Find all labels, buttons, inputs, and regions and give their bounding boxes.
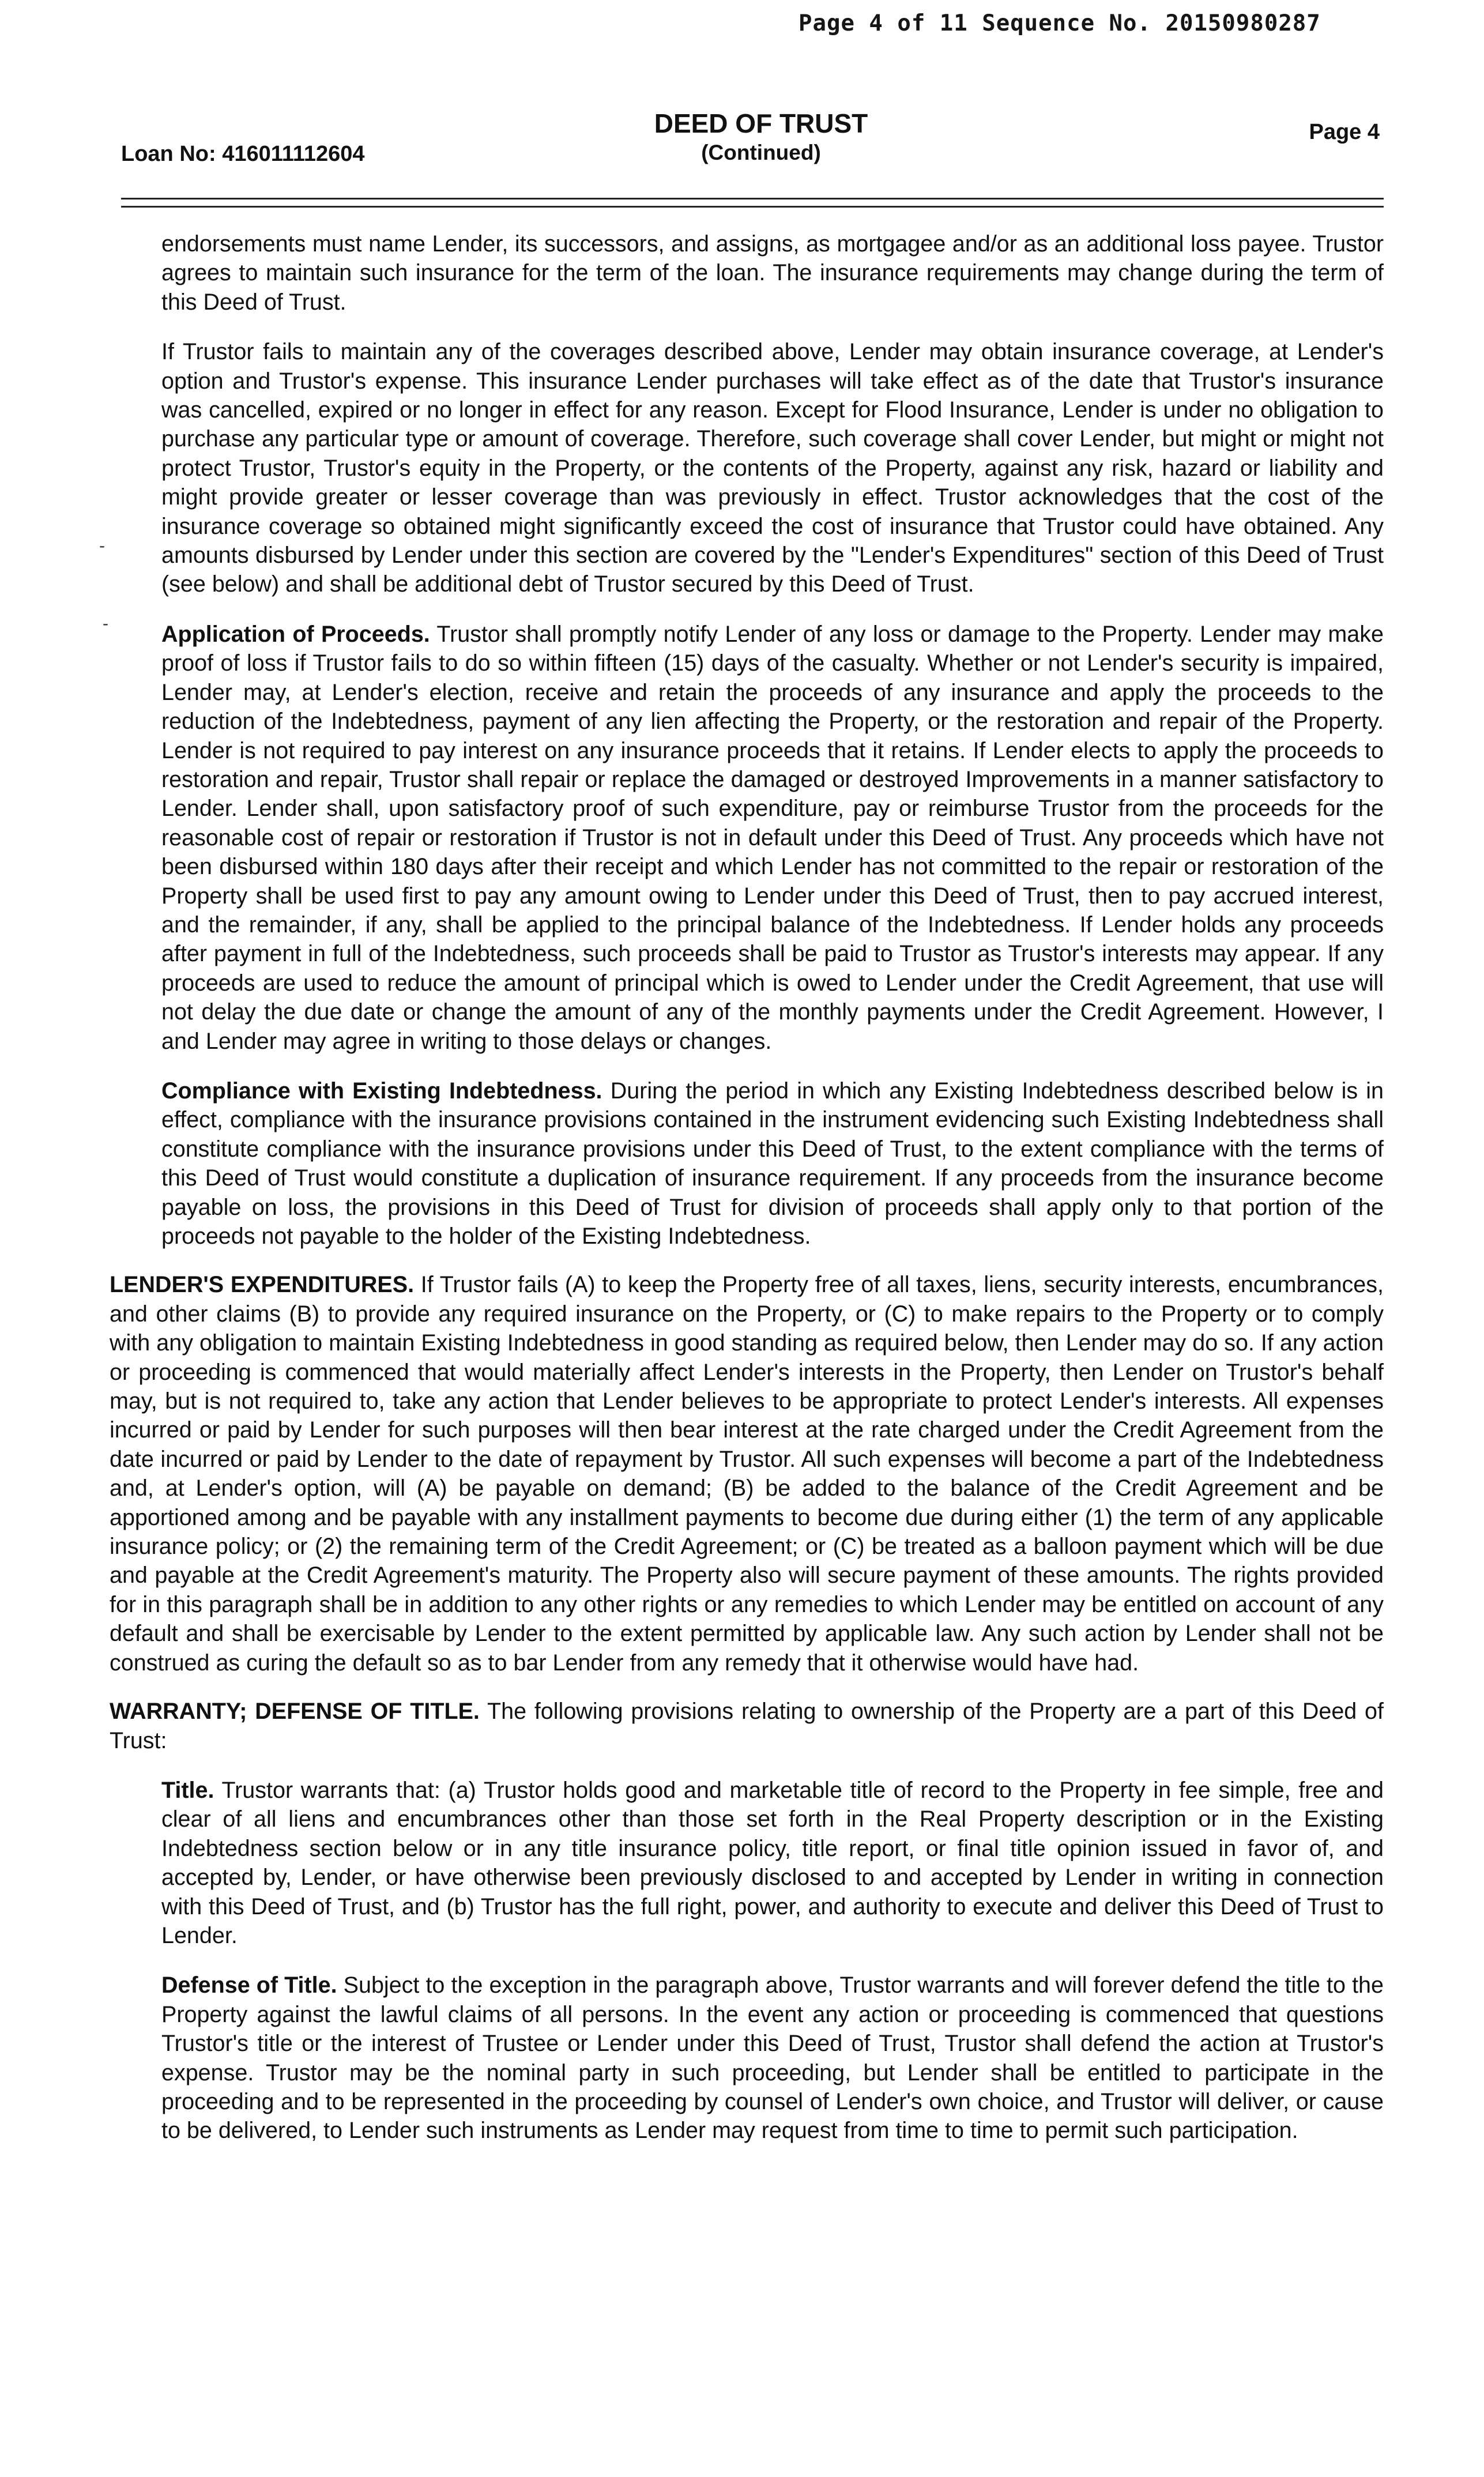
recording-stamp: Page 4 of 11 Sequence No. 20150980287 xyxy=(799,10,1321,36)
paragraph-compliance-existing-indebtedness xyxy=(110,1076,1384,1251)
paragraph-defense-of-title xyxy=(110,1971,1384,2145)
page-number: Page 4 xyxy=(1309,120,1380,144)
paragraph-text: Trustor warrants that: (a) Trustor holds good and marketable title of record to the Property in fee simple, free and clear of all liens and encumbrances other than those set forth in the Real Property description or in the Existing Indebtedness section below or in any title insurance policy, title report, or final title opinion issued in favor of, and accepted by, Lender, or have otherwise been previously disclosed to and accepted by Lender in writing in connection with this Deed of Trust, and (b) Trustor has the full right, power, and authority to execute and deliver this Deed of Trust to Lender. xyxy=(161,1777,1384,1948)
document-title: DEED OF TRUST xyxy=(654,108,868,138)
header-divider xyxy=(121,198,1384,199)
margin-mark: - xyxy=(99,536,105,555)
paragraph-lenders-expenditures xyxy=(110,1270,1384,1677)
section-heading: Compliance with Existing Indebtedness. xyxy=(161,1078,602,1104)
paragraph-text: During the period in which any Existing Indebtedness described below is in effect, compliance with the insurance provisions contained in the instrument evidencing such Existing Indebtedness shall constitute compliance with the insurance provisions under this Deed of Trust, to the extent compliance with the terms of this Deed of Trust would constitute a duplication of insurance requirement. If any proceeds from the insurance become payable on loss, the provisions in this Deed of Trust for division of proceeds shall apply only to that portion of the proceeds not payable to the holder of the Existing Indebtedness. xyxy=(161,1078,1384,1249)
margin-mark: - xyxy=(103,614,108,633)
paragraph-application-of-proceeds xyxy=(110,620,1384,1056)
paragraph-text: Trustor shall promptly notify Lender of any loss or damage to the Property. Lender may make proof of loss if Trustor fails to do so within fifteen (15) days of the casualty. Whether or not Lender's security is impaired, Lender may, at Lender's election, receive and retain the proceeds of any insurance and apply the proceeds to the reduction of the Indebtedness, payment of any lien affecting the Property, or the restoration and repair of the Property. Lender is not required to pay interest on any insurance proceeds that it retains. If Lender elects to apply the proceeds to restoration and repair, Trustor shall repair or replace the damaged or destroyed Improvements in a manner satisfactory to Lender. Lender shall, upon satisfactory proof of such expenditure, pay or reimburse Trustor from the proceeds for the reasonable cost of repair or restoration if Trustor is not in default under this Deed of Trust. Any proceeds which have not been disbursed within 180 days after their receipt and which Lender has not committed to the repair or restoration of the Property shall be used first to pay any amount owing to Lender under this Deed of Trust, then to pay accrued interest, and the remainder, if any, shall be applied to the principal balance of the Indebtedness. If Lender holds any proceeds after payment in full of the Indebtedness, such proceeds shall be paid to Trustor as Trustor's interests may appear. If any proceeds are used to reduce the amount of principal which is owed to Lender under the Credit Agreement, that use will not delay the due date or change the amount of any of the monthly payments under the Credit Agreement. However, I and Lender may agree in writing to those delays or changes. xyxy=(161,621,1384,1054)
paragraph-insurance-coverage: If Trustor fails to maintain any of the coverages described above, Lender may obtain insurance coverage, at Lender's option and Trustor's expense. This insurance Lender purchases will take effect as of the date that Trustor's insurance was cancelled, expired or no longer in effect for any reason. Except for Flood Insurance, Lender is under no obligation to purchase any particular type or amount of coverage. Therefore, such coverage shall cover Lender, but might or might not protect Trustor, Trustor's equity in the Property, or the contents of the Property, against any risk, hazard or liability and might provide greater or lesser coverage than was previously in effect. Trustor acknowledges that the cost of the insurance coverage so obtained might significantly exceed the cost of insurance that Trustor could have obtained. Any amounts disbursed by Lender under this section are covered by the "Lender's Expenditures" section of this Deed of Trust (see below) and shall be additional debt of Trustor secured by this Deed of Trust. xyxy=(161,339,1384,597)
paragraph-warranty-defense-of-title xyxy=(110,1697,1384,1755)
document-title-block xyxy=(623,108,899,167)
header-divider xyxy=(121,206,1384,208)
section-heading: WARRANTY; DEFENSE OF TITLE. xyxy=(110,1699,480,1725)
document-subtitle: (Continued) xyxy=(701,140,821,164)
loan-number: Loan No: 416011112604 xyxy=(121,142,365,166)
section-heading: Defense of Title. xyxy=(161,1972,337,1998)
section-heading: Title. xyxy=(161,1777,214,1803)
paragraph-text: Subject to the exception in the paragraph above, Trustor warrants and will forever defend the title to the Property against the lawful claims of all persons. In the event any action or proceeding is commenced that questions Trustor's title or the interest of Trustee or Lender under this Deed of Trust, Trustor shall defend the action at Trustor's expense. Trustor may be the nominal party in such proceeding, but Lender shall be entitled to participate in the proceeding and to be represented in the proceeding by counsel of Lender's own choice, and Trustor will deliver, or cause to be delivered, to Lender such instruments as Lender may request from time to time to permit such participation. xyxy=(161,1972,1384,2144)
paragraph-text: The following provisions relating to ownership of the Property are a part of this Deed of Trust: xyxy=(110,1699,1384,1753)
paragraph-text: If Trustor fails (A) to keep the Property free of all taxes, liens, security interests, encumbrances, and other claims (B) to provide any required insurance on the Property, or (C) to make repairs to the Property or to comply with any obligation to maintain Existing Indebtedness in good standing as required below, then Lender may do so. If any action or proceeding is commenced that would materially affect Lender's interests in the Property, then Lender on Trustor's behalf may, but is not required to, take any action that Lender believes to be appropriate to protect Lender's interests. All expenses incurred or paid by Lender for such purposes will then bear interest at the rate charged under the Credit Agreement from the date incurred or paid by Lender to the date of repayment by Trustor. All such expenses will become a part of the Indebtedness and, at Lender's option, will (A) be payable on demand; (B) be added to the balance of the Credit Agreement and be apportioned among and be payable with any installment payments to become due during either (1) the term of any applicable insurance policy; or (2) the remaining term of the Credit Agreement; or (C) be treated as a balloon payment which will be due and payable at the Credit Agreement's maturity. The Property also will secure payment of these amounts. The rights provided for in this paragraph shall be in addition to any other rights or any remedies to which Lender may be entitled on account of any default and shall be exercisable by Lender to the extent permitted by applicable law. Any such action by Lender shall not be construed as curing the default so as to bar Lender from any remedy that it otherwise would have had. xyxy=(110,1272,1384,1676)
section-heading: LENDER'S EXPENDITURES. xyxy=(110,1272,415,1298)
document-body xyxy=(110,229,1384,2145)
section-heading: Application of Proceeds. xyxy=(161,621,430,647)
paragraph-insurance-endorsements: endorsements must name Lender, its successors, and assigns, as mortgagee and/or as an additional loss payee. Trustor agrees to maintain such insurance for the term of the loan. The insurance requirements may change during the term of this Deed of Trust. xyxy=(161,231,1384,315)
paragraph-title xyxy=(110,1776,1384,1950)
